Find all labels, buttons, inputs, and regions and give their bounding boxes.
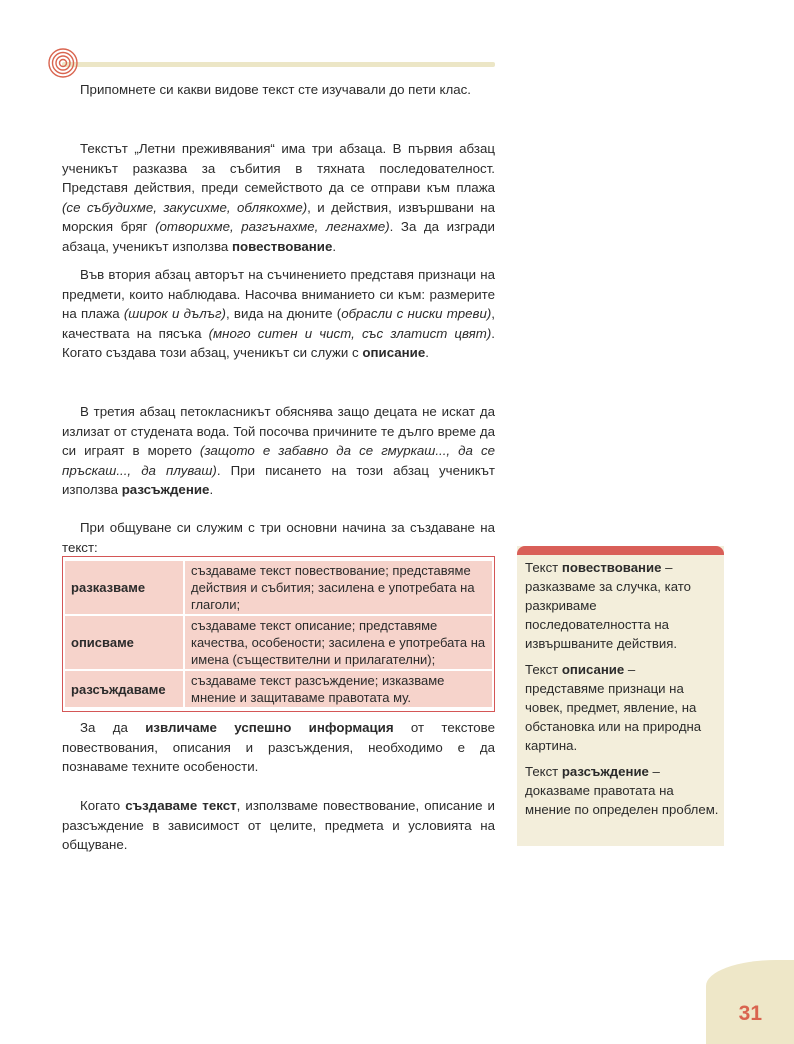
methods-table [62, 556, 495, 712]
term: повествование [561, 560, 662, 575]
text: – [624, 662, 636, 677]
text: – [661, 560, 673, 575]
description-cell: създаваме текст описание; представяме качества, особености; засилена е употребата на имена (съществителни и прилагателни); [185, 616, 492, 669]
term-cell: описваме [65, 616, 185, 669]
term-cell: разказваме [65, 561, 185, 614]
text: от текстове повествования, описания и разсъждения, необходимо е да познаваме техните особености. [62, 720, 495, 774]
table-row [65, 561, 492, 614]
definition-item [525, 762, 721, 819]
text: Когато [80, 798, 126, 813]
term: разсъждение [561, 764, 649, 779]
term: описание [561, 662, 625, 677]
text: . При писането на този абзац ученикът използва [62, 462, 495, 497]
table-row [65, 671, 492, 707]
text: , и действия, извършвани на морския бряг [62, 199, 495, 234]
text: За да [80, 720, 146, 735]
text: Текст [525, 662, 562, 677]
definition-item [525, 660, 721, 755]
text: , вида на дюните ( [225, 306, 342, 321]
table-row [65, 616, 492, 669]
definition: представяме признаци на човек, предмет, явление, на обстановка или на природна картина. [525, 681, 702, 753]
example: (отворихме, разгънахме, легнахме) [155, 219, 390, 234]
description-cell: създаваме текст разсъждение; изказваме мнение и защитаваме правотата му. [185, 671, 492, 707]
text: Във втория абзац авторът на съчинението представя признаци на предмети, които наблюдава. Насочва вниманието си към: размерите на плажа [62, 267, 495, 321]
term: разсъждение [121, 482, 210, 497]
example: (широк и дълъг) [123, 306, 226, 321]
term: повествование [231, 238, 333, 254]
intro-paragraph [62, 80, 495, 100]
text: Текст [525, 560, 562, 575]
paragraph-create-text [62, 796, 495, 855]
text: . [209, 482, 214, 497]
description-cell: създаваме текст повествование; представяме действия и събития; засилена е употребата на глаголи; [185, 561, 492, 614]
example: (много ситен и чист, със златист цвят) [208, 325, 492, 341]
text: Текстът „Летни преживявания“ има три абзаца. В първия абзац ученикът разказва за събития в тяхната последователност. Представя действия, преди семейството да се отправи към плажа [62, 141, 495, 195]
text: При общуване си служим с три основни начина за създаване на текст: [62, 520, 495, 555]
example: (защото е забавно да се гмуркаш..., да се пръскаш..., да плуваш) [62, 443, 495, 478]
paragraph-reasoning [62, 402, 495, 500]
text: Текст [525, 764, 562, 779]
text: . За да изгради абзаца, ученикът използва [62, 219, 495, 254]
text: – [648, 764, 660, 779]
text: Припомнете си какви видове текст сте изучавали до пети клас. [80, 82, 471, 97]
sidebar-header-bar [517, 546, 724, 555]
term-cell: разсъждаваме [65, 671, 185, 707]
text: . Когато създава този абзац, ученикът си служи с [62, 325, 495, 360]
definition: разказваме за случка, като разкриваме последователността на извършваните действия. [525, 579, 691, 651]
text: , качествата на пясъка [62, 306, 495, 341]
definitions-sidebar [517, 546, 724, 846]
paragraph-description [62, 265, 495, 363]
definition: доказваме правотата на мнение по определен проблем. [525, 783, 719, 817]
spiral-icon [48, 48, 78, 78]
term: извличаме успешно информация [145, 720, 394, 735]
term: описание [362, 345, 426, 360]
top-rule [62, 62, 495, 67]
text: . [425, 345, 429, 360]
paragraph-extract-info [62, 718, 495, 777]
example: обрасли с ниски треви) [341, 306, 492, 321]
text: . [332, 238, 337, 254]
text: , използваме повествование, описание и разсъждение в зависимост от целите, предмета и условията на общуване. [62, 798, 495, 852]
example: (се събудихме, закусихме, облякохме) [62, 199, 308, 215]
paragraph-narration [62, 139, 495, 256]
paragraph-methods-intro [62, 518, 495, 557]
term: създаваме текст [125, 798, 237, 813]
text: В третия абзац петокласникът обяснява защо децата не искат да излизат от студената вода. Той посочва причините те дълго време да си играят в морето [62, 404, 495, 458]
definition-item [525, 558, 721, 653]
page-number: 31 [738, 1002, 762, 1025]
